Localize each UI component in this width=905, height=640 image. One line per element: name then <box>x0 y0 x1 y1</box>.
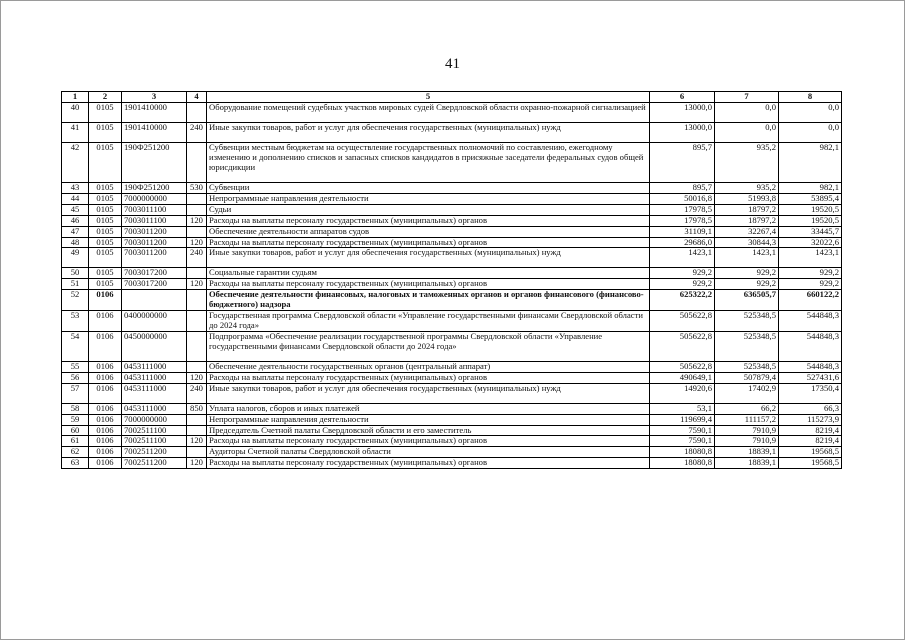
amount-year3-cell: 19520,5 <box>779 215 842 226</box>
amount-year3-cell: 19568,5 <box>779 458 842 469</box>
section-code-cell: 0105 <box>89 143 122 183</box>
expense-type-cell <box>187 204 207 215</box>
table-row <box>62 383 842 403</box>
amount-year2-cell: 507879,4 <box>715 372 779 383</box>
expense-type-cell: 240 <box>187 248 207 268</box>
row-number-cell: 43 <box>62 183 89 194</box>
row-number-cell: 55 <box>62 361 89 372</box>
amount-year1-cell: 17978,5 <box>650 215 715 226</box>
amount-year1-cell: 929,2 <box>650 279 715 290</box>
item-name-cell: Аудиторы Счетной палаты Свердловской области <box>207 447 650 458</box>
target-article-cell: 0453111000 <box>122 403 187 414</box>
amount-year3-cell: 33445,7 <box>779 226 842 237</box>
item-name-cell: Непрограммные направления деятельности <box>207 193 650 204</box>
section-code-cell: 0105 <box>89 193 122 204</box>
amount-year2-cell: 935,2 <box>715 183 779 194</box>
amount-year3-cell: 8219,4 <box>779 425 842 436</box>
amount-year2-cell: 17402,9 <box>715 383 779 403</box>
column-header: 4 <box>187 92 207 103</box>
table-row <box>62 183 842 194</box>
section-code-cell: 0105 <box>89 226 122 237</box>
amount-year3-cell: 0,0 <box>779 123 842 143</box>
section-code-cell: 0106 <box>89 331 122 361</box>
target-article-cell: 7002511100 <box>122 436 187 447</box>
target-article-cell: 0450000000 <box>122 331 187 361</box>
amount-year3-cell: 8219,4 <box>779 436 842 447</box>
row-number-cell: 57 <box>62 383 89 403</box>
amount-year1-cell: 119699,4 <box>650 414 715 425</box>
item-name-cell: Субвенции <box>207 183 650 194</box>
expense-type-cell <box>187 361 207 372</box>
section-code-cell: 0106 <box>89 458 122 469</box>
table-row <box>62 193 842 204</box>
amount-year1-cell: 625322,2 <box>650 290 715 311</box>
amount-year3-cell: 115273,9 <box>779 414 842 425</box>
target-article-cell: 190Ф251200 <box>122 143 187 183</box>
amount-year3-cell: 982,1 <box>779 143 842 183</box>
target-article-cell: 7002511100 <box>122 425 187 436</box>
section-code-cell: 0106 <box>89 290 122 311</box>
amount-year1-cell: 1423,1 <box>650 248 715 268</box>
column-header: 1 <box>62 92 89 103</box>
table-row <box>62 458 842 469</box>
amount-year2-cell: 0,0 <box>715 103 779 123</box>
table-row <box>62 290 842 311</box>
amount-year3-cell: 17350,4 <box>779 383 842 403</box>
expense-type-cell: 120 <box>187 279 207 290</box>
expense-type-cell <box>187 311 207 332</box>
item-name-cell: Социальные гарантии судьям <box>207 268 650 279</box>
target-article-cell: 7000000000 <box>122 414 187 425</box>
amount-year1-cell: 895,7 <box>650 183 715 194</box>
table-row <box>62 215 842 226</box>
amount-year3-cell: 660122,2 <box>779 290 842 311</box>
section-code-cell: 0105 <box>89 248 122 268</box>
section-code-cell: 0105 <box>89 279 122 290</box>
expense-type-cell <box>187 447 207 458</box>
table-row <box>62 425 842 436</box>
amount-year1-cell: 895,7 <box>650 143 715 183</box>
item-name-cell: Уплата налогов, сборов и иных платежей <box>207 403 650 414</box>
target-article-cell <box>122 290 187 311</box>
table-header-row <box>62 92 842 103</box>
section-code-cell: 0106 <box>89 403 122 414</box>
target-article-cell: 190Ф251200 <box>122 183 187 194</box>
table-row <box>62 279 842 290</box>
amount-year2-cell: 1423,1 <box>715 248 779 268</box>
section-code-cell: 0105 <box>89 183 122 194</box>
row-number-cell: 59 <box>62 414 89 425</box>
table-row <box>62 361 842 372</box>
table-row <box>62 311 842 332</box>
amount-year2-cell: 30844,3 <box>715 237 779 248</box>
amount-year1-cell: 505622,8 <box>650 361 715 372</box>
item-name-cell: Обеспечение деятельности государственных органов (центральный аппарат) <box>207 361 650 372</box>
section-code-cell: 0106 <box>89 383 122 403</box>
expense-type-cell: 120 <box>187 372 207 383</box>
amount-year3-cell: 929,2 <box>779 279 842 290</box>
amount-year2-cell: 18797,2 <box>715 204 779 215</box>
target-article-cell: 0400000000 <box>122 311 187 332</box>
table-row <box>62 103 842 123</box>
item-name-cell: Иные закупки товаров, работ и услуг для обеспечения государственных (муниципальных) нужд <box>207 123 650 143</box>
row-number-cell: 50 <box>62 268 89 279</box>
amount-year3-cell: 19568,5 <box>779 447 842 458</box>
amount-year3-cell: 53895,4 <box>779 193 842 204</box>
table-row <box>62 268 842 279</box>
section-code-cell: 0106 <box>89 414 122 425</box>
target-article-cell: 7003011100 <box>122 215 187 226</box>
table-row <box>62 331 842 361</box>
amount-year2-cell: 929,2 <box>715 279 779 290</box>
table-row <box>62 123 842 143</box>
target-article-cell: 7003011100 <box>122 204 187 215</box>
amount-year2-cell: 32267,4 <box>715 226 779 237</box>
expense-type-cell <box>187 268 207 279</box>
table-body <box>62 103 842 469</box>
amount-year1-cell: 31109,1 <box>650 226 715 237</box>
table-row <box>62 403 842 414</box>
expense-type-cell <box>187 290 207 311</box>
table-row <box>62 226 842 237</box>
amount-year1-cell: 14920,6 <box>650 383 715 403</box>
amount-year2-cell: 18839,1 <box>715 458 779 469</box>
section-code-cell: 0105 <box>89 237 122 248</box>
column-header: 5 <box>207 92 650 103</box>
row-number-cell: 58 <box>62 403 89 414</box>
amount-year3-cell: 1423,1 <box>779 248 842 268</box>
table-row <box>62 204 842 215</box>
expense-type-cell <box>187 414 207 425</box>
amount-year1-cell: 7590,1 <box>650 436 715 447</box>
amount-year1-cell: 505622,8 <box>650 331 715 361</box>
target-article-cell: 7002511200 <box>122 458 187 469</box>
amount-year1-cell: 17978,5 <box>650 204 715 215</box>
amount-year2-cell: 0,0 <box>715 123 779 143</box>
section-code-cell: 0105 <box>89 215 122 226</box>
item-name-cell: Расходы на выплаты персоналу государственных (муниципальных) органов <box>207 279 650 290</box>
amount-year3-cell: 527431,6 <box>779 372 842 383</box>
target-article-cell: 7003017200 <box>122 279 187 290</box>
target-article-cell: 7000000000 <box>122 193 187 204</box>
amount-year3-cell: 544848,3 <box>779 311 842 332</box>
item-name-cell: Судьи <box>207 204 650 215</box>
target-article-cell: 7003011200 <box>122 237 187 248</box>
item-name-cell: Расходы на выплаты персоналу государственных (муниципальных) органов <box>207 237 650 248</box>
row-number-cell: 49 <box>62 248 89 268</box>
target-article-cell: 7002511200 <box>122 447 187 458</box>
section-code-cell: 0106 <box>89 361 122 372</box>
item-name-cell: Оборудование помещений судебных участков мировых судей Свердловской области охранно-пожарной сигнализацией <box>207 103 650 123</box>
section-code-cell: 0105 <box>89 103 122 123</box>
page-number: 41 <box>445 56 460 72</box>
amount-year1-cell: 50016,8 <box>650 193 715 204</box>
section-code-cell: 0106 <box>89 372 122 383</box>
amount-year2-cell: 51993,8 <box>715 193 779 204</box>
amount-year2-cell: 66,2 <box>715 403 779 414</box>
expense-type-cell: 120 <box>187 215 207 226</box>
column-header: 6 <box>650 92 715 103</box>
amount-year1-cell: 7590,1 <box>650 425 715 436</box>
amount-year1-cell: 13000,0 <box>650 103 715 123</box>
amount-year1-cell: 53,1 <box>650 403 715 414</box>
amount-year2-cell: 935,2 <box>715 143 779 183</box>
section-code-cell: 0106 <box>89 311 122 332</box>
row-number-cell: 53 <box>62 311 89 332</box>
column-header: 7 <box>715 92 779 103</box>
row-number-cell: 62 <box>62 447 89 458</box>
expense-type-cell <box>187 425 207 436</box>
expense-type-cell: 850 <box>187 403 207 414</box>
expense-type-cell: 240 <box>187 123 207 143</box>
expense-type-cell <box>187 226 207 237</box>
row-number-cell: 51 <box>62 279 89 290</box>
amount-year1-cell: 18080,8 <box>650 458 715 469</box>
expense-type-cell <box>187 193 207 204</box>
expense-type-cell: 120 <box>187 436 207 447</box>
amount-year1-cell: 929,2 <box>650 268 715 279</box>
item-name-cell: Субвенции местным бюджетам на осуществление государственных полномочий по составлению, ежегодному изменению и дополнению списков и запасных списков кандидатов в присяжные заседатели федеральных судов общей юрисдикции <box>207 143 650 183</box>
table-row <box>62 447 842 458</box>
section-code-cell: 0105 <box>89 268 122 279</box>
row-number-cell: 54 <box>62 331 89 361</box>
section-code-cell: 0106 <box>89 425 122 436</box>
table-row <box>62 237 842 248</box>
amount-year2-cell: 111157,2 <box>715 414 779 425</box>
item-name-cell: Государственная программа Свердловской области «Управление государственными финансами Свердловской области до 2024 года» <box>207 311 650 332</box>
amount-year2-cell: 7910,9 <box>715 436 779 447</box>
amount-year1-cell: 18080,8 <box>650 447 715 458</box>
budget-table <box>61 91 842 469</box>
row-number-cell: 46 <box>62 215 89 226</box>
table-row <box>62 436 842 447</box>
expense-type-cell: 240 <box>187 383 207 403</box>
amount-year2-cell: 636505,7 <box>715 290 779 311</box>
expense-type-cell <box>187 103 207 123</box>
column-header: 2 <box>89 92 122 103</box>
row-number-cell: 41 <box>62 123 89 143</box>
section-code-cell: 0105 <box>89 204 122 215</box>
row-number-cell: 48 <box>62 237 89 248</box>
amount-year3-cell: 0,0 <box>779 103 842 123</box>
row-number-cell: 61 <box>62 436 89 447</box>
target-article-cell: 1901410000 <box>122 103 187 123</box>
amount-year1-cell: 505622,8 <box>650 311 715 332</box>
amount-year3-cell: 66,3 <box>779 403 842 414</box>
section-code-cell: 0106 <box>89 436 122 447</box>
amount-year2-cell: 18839,1 <box>715 447 779 458</box>
item-name-cell: Иные закупки товаров, работ и услуг для обеспечения государственных (муниципальных) нужд <box>207 383 650 403</box>
table-row <box>62 372 842 383</box>
row-number-cell: 44 <box>62 193 89 204</box>
table-row <box>62 414 842 425</box>
row-number-cell: 52 <box>62 290 89 311</box>
amount-year3-cell: 929,2 <box>779 268 842 279</box>
target-article-cell: 0453111000 <box>122 383 187 403</box>
item-name-cell: Иные закупки товаров, работ и услуг для обеспечения государственных (муниципальных) нужд <box>207 248 650 268</box>
table-row <box>62 143 842 183</box>
section-code-cell: 0105 <box>89 123 122 143</box>
amount-year1-cell: 490649,1 <box>650 372 715 383</box>
amount-year2-cell: 18797,2 <box>715 215 779 226</box>
item-name-cell: Расходы на выплаты персоналу государственных (муниципальных) органов <box>207 215 650 226</box>
row-number-cell: 47 <box>62 226 89 237</box>
target-article-cell: 7003011200 <box>122 248 187 268</box>
item-name-cell: Председатель Счетной палаты Свердловской области и его заместитель <box>207 425 650 436</box>
item-name-cell: Обеспечение деятельности аппаратов судов <box>207 226 650 237</box>
row-number-cell: 56 <box>62 372 89 383</box>
row-number-cell: 42 <box>62 143 89 183</box>
row-number-cell: 45 <box>62 204 89 215</box>
amount-year2-cell: 7910,9 <box>715 425 779 436</box>
amount-year3-cell: 982,1 <box>779 183 842 194</box>
expense-type-cell <box>187 331 207 361</box>
target-article-cell: 7003017200 <box>122 268 187 279</box>
target-article-cell: 0453111000 <box>122 361 187 372</box>
item-name-cell: Обеспечение деятельности финансовых, налоговых и таможенных органов и органов финансового (финансово-бюджетного) надзора <box>207 290 650 311</box>
column-header: 8 <box>779 92 842 103</box>
section-code-cell: 0106 <box>89 447 122 458</box>
item-name-cell: Расходы на выплаты персоналу государственных (муниципальных) органов <box>207 436 650 447</box>
expense-type-cell <box>187 143 207 183</box>
amount-year3-cell: 19520,5 <box>779 204 842 215</box>
expense-type-cell: 120 <box>187 458 207 469</box>
expense-type-cell: 530 <box>187 183 207 194</box>
target-article-cell: 0453111000 <box>122 372 187 383</box>
item-name-cell: Непрограммные направления деятельности <box>207 414 650 425</box>
row-number-cell: 60 <box>62 425 89 436</box>
table-row <box>62 248 842 268</box>
amount-year3-cell: 32022,6 <box>779 237 842 248</box>
amount-year3-cell: 544848,3 <box>779 331 842 361</box>
amount-year2-cell: 525348,5 <box>715 331 779 361</box>
amount-year2-cell: 525348,5 <box>715 361 779 372</box>
item-name-cell: Расходы на выплаты персоналу государственных (муниципальных) органов <box>207 458 650 469</box>
item-name-cell: Расходы на выплаты персоналу государственных (муниципальных) органов <box>207 372 650 383</box>
row-number-cell: 40 <box>62 103 89 123</box>
amount-year2-cell: 929,2 <box>715 268 779 279</box>
target-article-cell: 7003011200 <box>122 226 187 237</box>
amount-year1-cell: 29686,0 <box>650 237 715 248</box>
item-name-cell: Подпрограмма «Обеспечение реализации государственной программы Свердловской области «Управление государственными финансами Свердловской области до 2024 года» <box>207 331 650 361</box>
column-header: 3 <box>122 92 187 103</box>
row-number-cell: 63 <box>62 458 89 469</box>
target-article-cell: 1901410000 <box>122 123 187 143</box>
amount-year1-cell: 13000,0 <box>650 123 715 143</box>
expense-type-cell: 120 <box>187 237 207 248</box>
amount-year3-cell: 544848,3 <box>779 361 842 372</box>
amount-year2-cell: 525348,5 <box>715 311 779 332</box>
